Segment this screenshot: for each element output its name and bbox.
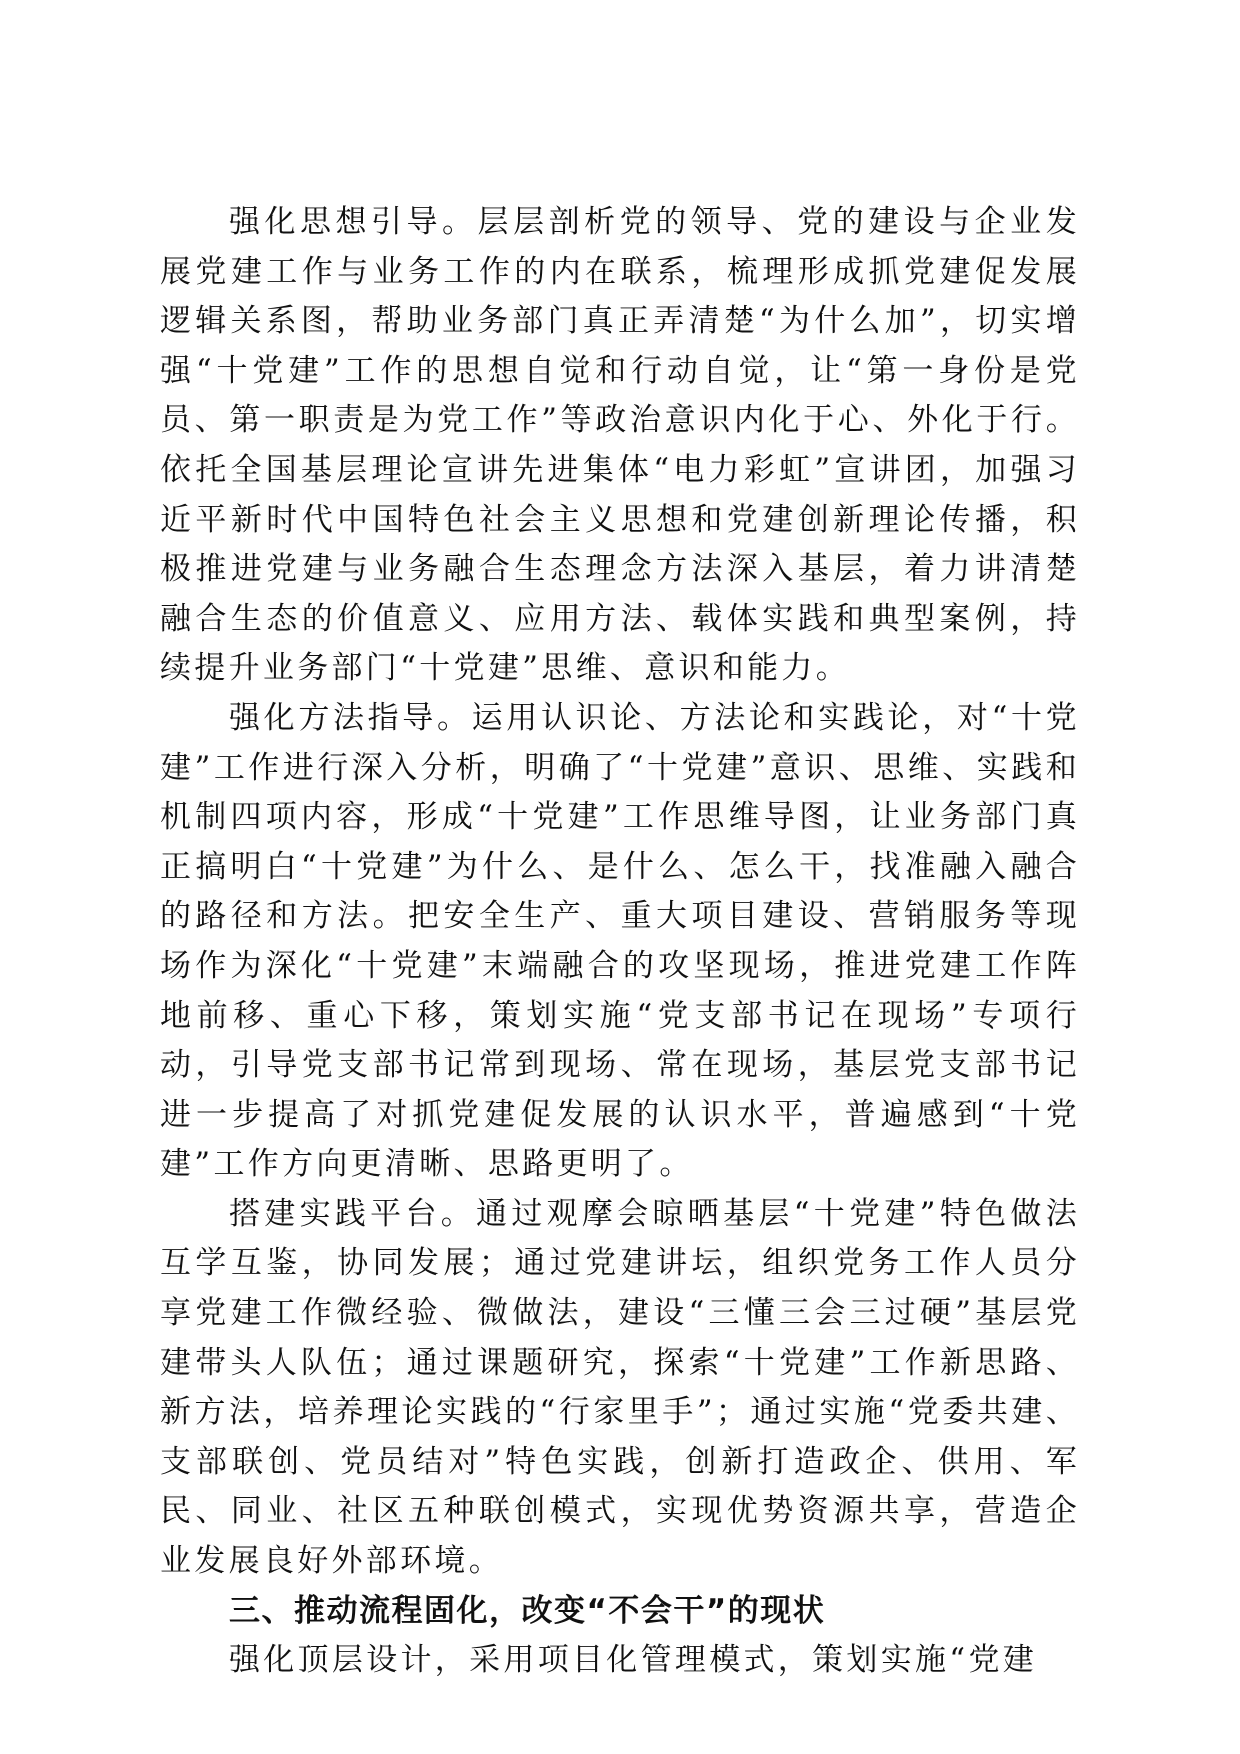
document-body	[160, 198, 1080, 1686]
section-heading: 三、推动流程固化，改变“不会干”的现状	[229, 1592, 826, 1629]
paragraph-practice-platform: 搭建实践平台。通过观摩会晾晒基层“十党建”特色做法互学互鉴，协同发展；通过党建讲坛，组织党务工作人员分享党建工作微经验、微做法，建设“三懂三会三过硬”基层党建带头人队伍；通过课题研究，探索“十党建”工作新思路、新方法，培养理论实践的“行家里手”；通过实施“党委共建、支部联创、党员结对”特色实践，创新打造政企、供用、军民、同业、社区五种联创模式，实现优势资源共享，营造企业发展良好外部环境。	[160, 1195, 1080, 1580]
paragraph-method-guidance: 强化方法指导。运用认识论、方法论和实践论，对“十党建”工作进行深入分析，明确了“十党建”意识、思维、实践和机制四项内容，形成“十党建”工作思维导图，让业务部门真正搞明白“十党建”为什么、是什么、怎么干，找准融入融合的路径和方法。把安全生产、重大项目建设、营销服务等现场作为深化“十党建”末端融合的攻坚现场，推进党建工作阵地前移、重心下移，策划实施“党支部书记在现场”专项行动，引导党支部书记常到现场、常在现场，基层党支部书记进一步提高了对抓党建促发展的认识水平，普遍感到“十党建”工作方向更清晰、思路更明了。	[160, 699, 1080, 1183]
paragraph-top-level-design: 强化顶层设计，采用项目化管理模式，策划实施“党建	[229, 1642, 1038, 1679]
paragraph-ideological-guidance: 强化思想引导。层层剖析党的领导、党的建设与企业发展党建工作与业务工作的内在联系，梳理形成抓党建促发展逻辑关系图，帮助业务部门真正弄清楚“为什么加”，切实增强“十党建”工作的思想自觉和行动自觉，让“第一身份是党员、第一职责是为党工作”等政治意识内化于心、外化于行。依托全国基层理论宣讲先进集体“电力彩虹”宣讲团，加强习近平新时代中国特色社会主义思想和党建创新理论传播，积极推进党建与业务融合生态理念方法深入基层，着力讲清楚融合生态的价值意义、应用方法、载体实践和典型案例，持续提升业务部门“十党建”思维、意识和能力。	[160, 204, 1080, 687]
